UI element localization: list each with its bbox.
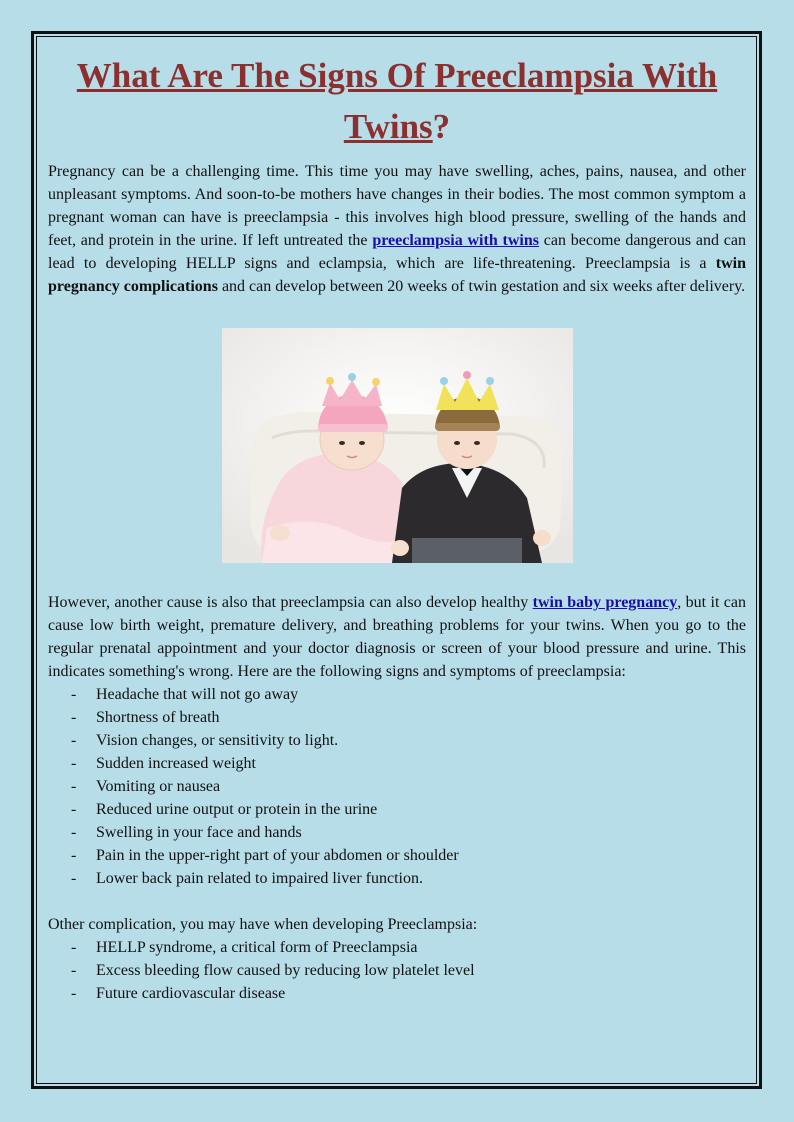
page-title xyxy=(48,50,746,152)
other-complications-heading: Other complication, you may have when developing Preeclampsia: xyxy=(48,916,478,933)
list-item xyxy=(48,729,746,752)
list-item-text: Reduced urine output or protein in the urine xyxy=(96,801,378,818)
intro-text-3: and can develop between 20 weeks of twin gestation and six weeks after delivery. xyxy=(217,278,746,295)
complications-list xyxy=(48,936,746,1005)
list-item xyxy=(48,752,746,775)
body-text-1: However, another cause is also that preeclampsia can also develop healthy xyxy=(48,594,533,611)
list-item-text: Vomiting or nausea xyxy=(96,778,221,795)
twin-pregnancy-complications-bold: twin pregnancy complications xyxy=(48,255,746,295)
dash-bullet: - xyxy=(71,801,77,818)
symptoms-list xyxy=(48,683,746,890)
list-item xyxy=(48,821,746,844)
list-item-text: Headache that will not go away xyxy=(96,686,299,703)
dash-bullet: - xyxy=(71,686,77,703)
dash-bullet: - xyxy=(71,709,77,726)
list-item-text: Future cardiovascular disease xyxy=(96,985,286,1002)
list-item-text: HELLP syndrome, a critical form of Preeclampsia xyxy=(96,939,418,956)
list-item xyxy=(48,775,746,798)
list-item xyxy=(48,683,746,706)
intro-paragraph xyxy=(48,160,746,298)
list-item xyxy=(48,844,746,867)
list-item-text: Pain in the upper-right part of your abdomen or shoulder xyxy=(96,847,459,864)
preeclampsia-with-twins-link[interactable]: preeclampsia with twins xyxy=(372,232,539,249)
list-item xyxy=(48,982,746,1005)
title-line-2: Twins xyxy=(343,107,433,146)
dash-bullet: - xyxy=(71,870,77,887)
dash-bullet: - xyxy=(71,755,77,772)
dash-bullet: - xyxy=(71,847,77,864)
list-item-text: Swelling in your face and hands xyxy=(96,824,302,841)
list-item-text: Shortness of breath xyxy=(96,709,220,726)
list-item xyxy=(48,867,746,890)
dash-bullet: - xyxy=(71,962,77,979)
dash-bullet: - xyxy=(71,778,77,795)
list-item xyxy=(48,959,746,982)
dash-bullet: - xyxy=(71,824,77,841)
list-item-text: Excess bleeding flow caused by reducing low platelet level xyxy=(96,962,475,979)
list-item xyxy=(48,936,746,959)
dash-bullet: - xyxy=(71,985,77,1002)
list-item xyxy=(48,798,746,821)
twin-baby-pregnancy-link[interactable]: twin baby pregnancy xyxy=(532,594,678,611)
list-item-text: Vision changes, or sensitivity to light. xyxy=(96,732,339,749)
title-line-1: What Are The Signs Of Preeclampsia With xyxy=(76,56,718,95)
list-item-text: Lower back pain related to impaired liver function. xyxy=(96,870,423,887)
dash-bullet: - xyxy=(71,939,77,956)
body-paragraph xyxy=(48,591,746,683)
twin-babies-photo xyxy=(222,328,573,563)
document-content xyxy=(48,50,746,1005)
body-text-2: , but it can cause low birth weight, premature delivery, and breathing problems for your twins. When you go to the regular prenatal appointment and your doctor diagnosis or screen of your blood pressure and urine. This indicates something's wrong. Here are the following signs and symptoms of preeclampsia: xyxy=(48,594,747,680)
photo-container xyxy=(48,328,746,563)
title-question-mark: ? xyxy=(432,107,451,146)
intro-text-1: Pregnancy can be a challenging time. This time you may have swelling, aches, pains, nausea, and other unpleasant symptoms. And soon-to-be mothers have changes in their bodies. The most common symptom a pregnant woman can have is preeclampsia - this involves high blood pressure, swelling of the hands and feet, and protein in the urine. If left untreated the xyxy=(48,163,746,249)
list-item-text: Sudden increased weight xyxy=(96,755,256,772)
dash-bullet: - xyxy=(71,732,77,749)
intro-text-2: can become dangerous and can lead to developing HELLP signs and eclampsia, which are life-threatening. Preeclampsia is a xyxy=(48,232,747,272)
list-item xyxy=(48,706,746,729)
